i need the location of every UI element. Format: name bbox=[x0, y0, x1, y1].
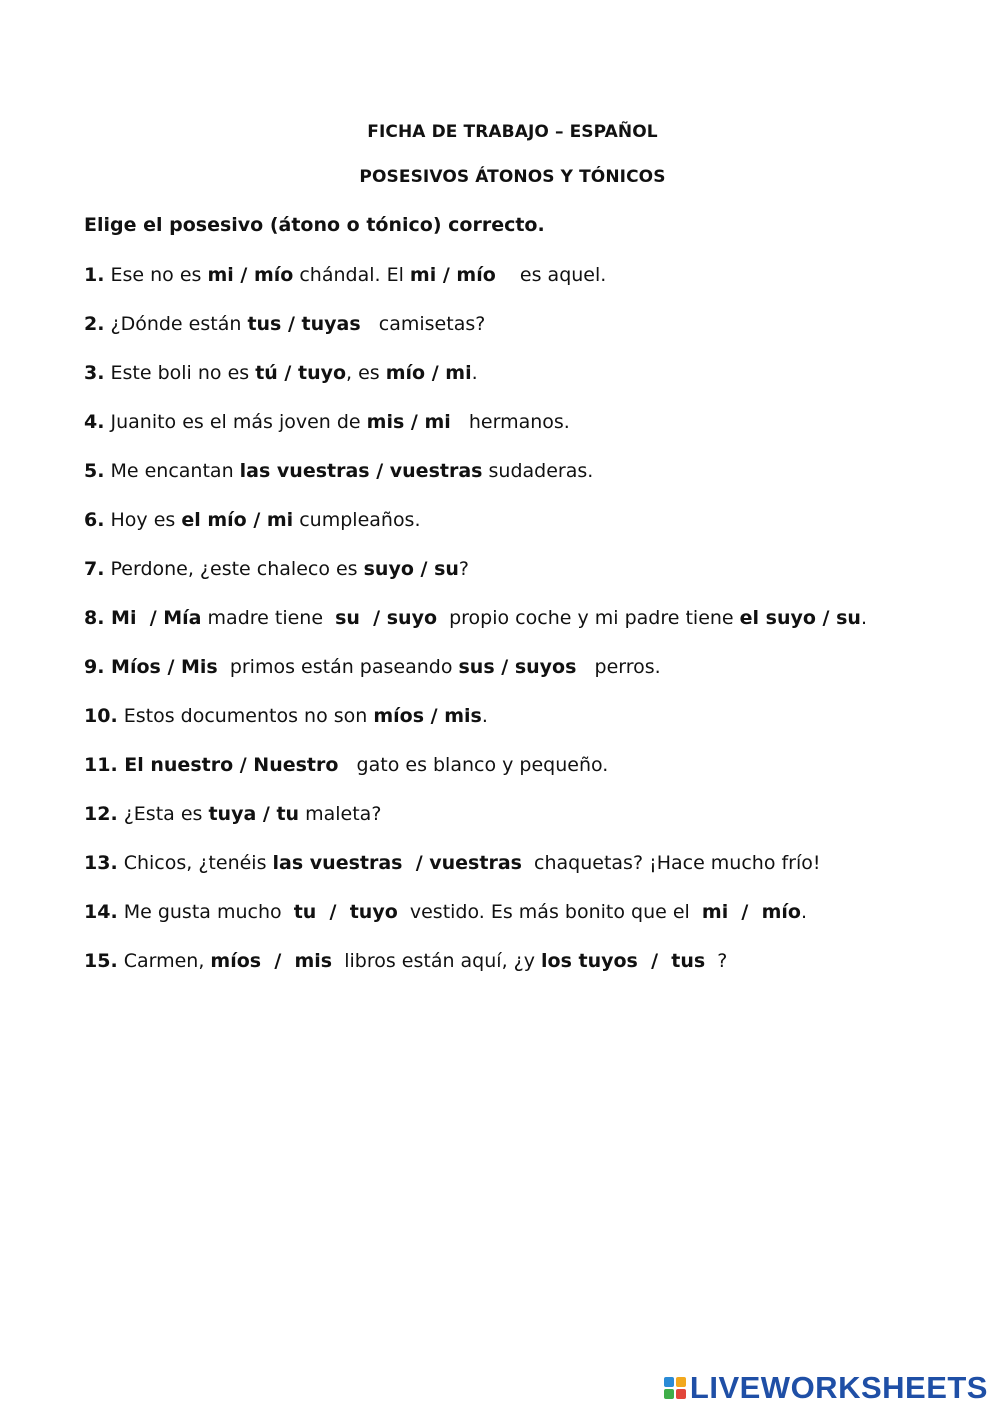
bold-text: mi / mío bbox=[409, 264, 496, 286]
text: cumpleaños. bbox=[293, 509, 421, 531]
bold-text: mi / mío bbox=[207, 264, 294, 286]
logo-text: LIVEWORKSHEETS bbox=[689, 1370, 988, 1405]
text: primos están paseando bbox=[217, 656, 459, 678]
logo-square bbox=[664, 1377, 674, 1387]
text: maleta? bbox=[299, 803, 382, 825]
bold-text: 14. bbox=[84, 901, 118, 923]
exercise-item bbox=[84, 263, 984, 312]
text: es aquel. bbox=[495, 264, 607, 286]
bold-text: los tuyos / tus bbox=[541, 950, 706, 972]
bold-text: sus / suyos bbox=[458, 656, 577, 678]
bold-text: 2. bbox=[84, 313, 105, 335]
bold-text: el mío / mi bbox=[181, 509, 294, 531]
exercise-item bbox=[84, 606, 984, 655]
exercise-item bbox=[84, 949, 984, 998]
exercise-item bbox=[84, 312, 984, 361]
exercise-item bbox=[84, 802, 984, 851]
text: Este boli no es bbox=[104, 362, 256, 384]
text: . bbox=[800, 901, 808, 923]
text: Ese no es bbox=[104, 264, 208, 286]
text: hermanos. bbox=[450, 411, 570, 433]
text: camisetas? bbox=[360, 313, 486, 335]
bold-text: míos / mis bbox=[373, 705, 482, 727]
bold-text: 8. Mi / Mía bbox=[84, 607, 202, 629]
bold-text: 3. bbox=[84, 362, 105, 384]
text: chaquetas? ¡Hace mucho frío! bbox=[521, 852, 821, 874]
bold-text: 13. bbox=[84, 852, 118, 874]
exercise-item bbox=[84, 508, 984, 557]
bold-text: mío / mi bbox=[385, 362, 472, 384]
text: madre tiene bbox=[201, 607, 336, 629]
exercise-item bbox=[84, 704, 984, 753]
exercise-item bbox=[84, 900, 984, 949]
bold-text: míos / mis bbox=[210, 950, 333, 972]
page-subtitle: POSESIVOS ÁTONOS Y TÓNICOS bbox=[359, 167, 666, 187]
text: . bbox=[471, 362, 478, 384]
text: sudaderas. bbox=[482, 460, 594, 482]
logo-square bbox=[676, 1377, 686, 1387]
text: ¿Dónde están bbox=[104, 313, 248, 335]
bold-text: tú / tuyo bbox=[255, 362, 347, 384]
bold-text: 7. bbox=[84, 558, 105, 580]
text: Hoy es bbox=[104, 509, 182, 531]
bold-text: 4. bbox=[84, 411, 105, 433]
text: Me encantan bbox=[104, 460, 240, 482]
exercise-item bbox=[84, 410, 984, 459]
liveworksheets-logo-icon bbox=[664, 1377, 686, 1399]
bold-text: las vuestras / vuestras bbox=[239, 460, 483, 482]
bold-text: las vuestras / vuestras bbox=[272, 852, 522, 874]
text: . bbox=[860, 607, 867, 629]
bold-text: 15. bbox=[84, 950, 118, 972]
exercise-item bbox=[84, 851, 984, 900]
bold-text: 10. bbox=[84, 705, 118, 727]
text: Me gusta mucho bbox=[117, 901, 294, 923]
exercise-item bbox=[84, 459, 984, 508]
text: . bbox=[481, 705, 488, 727]
bold-text: tu / tuyo bbox=[293, 901, 398, 923]
bold-text: 11. El nuestro / Nuestro bbox=[84, 754, 339, 776]
text: vestido. Es más bonito que el bbox=[397, 901, 702, 923]
logo-square bbox=[676, 1389, 686, 1399]
bold-text: tuya / tu bbox=[208, 803, 300, 825]
bold-text: 12. bbox=[84, 803, 118, 825]
logo-square bbox=[664, 1389, 674, 1399]
text: Carmen, bbox=[117, 950, 211, 972]
exercise-item bbox=[84, 557, 984, 606]
exercise-item bbox=[84, 655, 984, 704]
instruction-text: Elige el posesivo (átono o tónico) correcto. bbox=[84, 214, 545, 236]
bold-text: 1. bbox=[84, 264, 105, 286]
bold-text: 5. bbox=[84, 460, 105, 482]
exercise-list bbox=[84, 263, 984, 998]
exercise-item bbox=[84, 753, 984, 802]
text: ? bbox=[458, 558, 469, 580]
exercise-item bbox=[84, 361, 984, 410]
bold-text: mis / mi bbox=[366, 411, 451, 433]
text: libros están aquí, ¿y bbox=[332, 950, 542, 972]
bold-text: 9. Míos / Mis bbox=[84, 656, 218, 678]
bold-text: tus / tuyas bbox=[247, 313, 361, 335]
bold-text: el suyo / su bbox=[739, 607, 861, 629]
liveworksheets-logo bbox=[664, 1370, 988, 1406]
text: chándal. El bbox=[293, 264, 410, 286]
text: Chicos, ¿tenéis bbox=[117, 852, 273, 874]
text: propio coche y mi padre tiene bbox=[437, 607, 740, 629]
text: Perdone, ¿este chaleco es bbox=[104, 558, 364, 580]
text: gato es blanco y pequeño. bbox=[338, 754, 609, 776]
text: ? bbox=[705, 950, 728, 972]
text: Estos documentos no son bbox=[117, 705, 374, 727]
page-title: FICHA DE TRABAJO – ESPAÑOL bbox=[367, 122, 658, 142]
text: perros. bbox=[576, 656, 661, 678]
bold-text: 6. bbox=[84, 509, 105, 531]
bold-text: mi / mío bbox=[701, 901, 801, 923]
text: , es bbox=[346, 362, 386, 384]
text: ¿Esta es bbox=[117, 803, 209, 825]
bold-text: su / suyo bbox=[335, 607, 438, 629]
text: Juanito es el más joven de bbox=[104, 411, 367, 433]
bold-text: suyo / su bbox=[363, 558, 459, 580]
